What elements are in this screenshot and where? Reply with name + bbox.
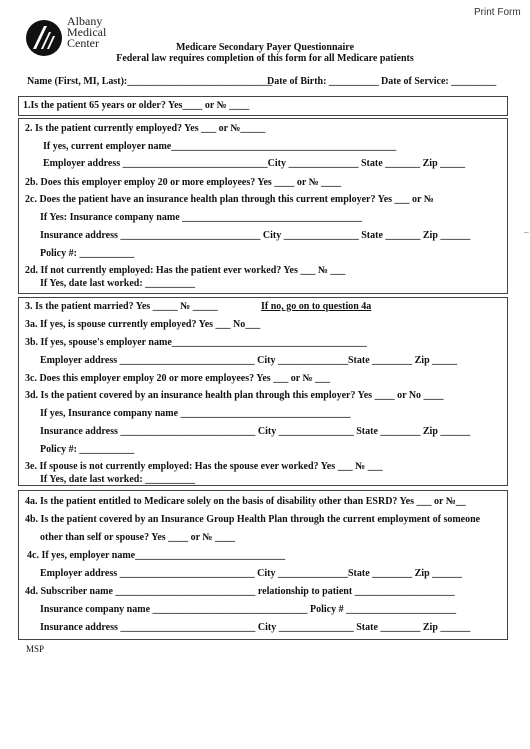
spouse-policy-number-field[interactable]: Policy #: ___________: [40, 444, 135, 455]
question-3a[interactable]: 3a. If yes, is spouse currently employed? Yes ___ No___: [25, 319, 261, 330]
spouse-date-last-worked-field[interactable]: If Yes, date last worked: __________: [40, 474, 196, 485]
other-employer-address-field[interactable]: Employer address ___________________________ City ______________State ________ Zip ______: [40, 568, 463, 579]
question-3-note: If no, go on to question 4a: [261, 301, 372, 312]
date-of-birth-field[interactable]: Date of Birth: __________: [267, 76, 379, 87]
print-form-button[interactable]: Print Form: [474, 7, 521, 18]
question-2b[interactable]: 2b. Does this employer employ 20 or more employees? Yes ____ or № ____: [25, 177, 342, 188]
spouse-employer-address-field[interactable]: Employer address ___________________________ City ______________State ________ Zip _____: [40, 355, 458, 366]
patient-name-field[interactable]: Name (First, MI, Last):_____________________________: [27, 76, 273, 87]
question-4b-line-1[interactable]: 4b. Is the patient covered by an Insurance Group Health Plan through the current employment of someone: [25, 514, 481, 525]
date-last-worked-field[interactable]: If Yes, date last worked: __________: [40, 278, 196, 289]
question-4a[interactable]: 4a. Is the patient entitled to Medicare solely on the basis of disability other than ESRD? Yes ___ or №__: [25, 496, 466, 507]
edge-mark: _: [524, 224, 529, 234]
insurance-company-name-field[interactable]: If Yes: Insurance company name ____________________________________: [40, 212, 363, 223]
question-3e[interactable]: 3e. If spouse is not currently employed: Has the spouse ever worked? Yes ___ № ___: [25, 461, 383, 472]
question-4c[interactable]: 4c. If yes, employer name______________________________: [27, 550, 286, 561]
question-4b-line-2[interactable]: other than self or spouse? Yes ____ or № ____: [40, 532, 235, 543]
other-insurance-address-field[interactable]: Insurance address ___________________________ City _______________ State ________ Zip ______: [40, 622, 471, 633]
logo-line-3: Center: [67, 36, 99, 50]
logo-line-1: Albany: [67, 14, 103, 28]
other-insurance-company-field[interactable]: Insurance company name _______________________________ Policy # ______________________: [40, 604, 457, 615]
date-of-service-field[interactable]: Date of Service: _________: [381, 76, 497, 87]
question-3b[interactable]: 3b. If yes, spouse's employer name_______________________________________: [25, 337, 367, 348]
question-4d[interactable]: 4d. Subscriber name ____________________________ relationship to patient ____________________: [25, 586, 455, 597]
question-3c[interactable]: 3c. Does this employer employ 20 or more employees? Yes ___ or № ___: [25, 373, 331, 384]
question-3d[interactable]: 3d. Is the patient covered by an insurance health plan through this employer? Yes ____ or No ____: [25, 390, 444, 401]
form-title: Medicare Secondary Payer Questionnaire: [175, 42, 355, 53]
form-subtitle: Federal law requires completion of this form for all Medicare patients: [116, 53, 414, 64]
question-3[interactable]: 3. Is the patient married? Yes _____ № _____: [25, 301, 218, 312]
current-employer-name-field[interactable]: If yes, current employer name_____________________________________________: [43, 141, 397, 152]
question-2d[interactable]: 2d. If not currently employed: Has the patient ever worked? Yes ___ № ___: [25, 265, 346, 276]
employer-address-field[interactable]: Employer address _____________________________City ______________ State _______ Zip _____: [43, 158, 466, 169]
insurance-address-field[interactable]: Insurance address ____________________________ City _______________ State _______ Zip ______: [40, 230, 471, 241]
section-4-box: [18, 490, 508, 640]
question-1[interactable]: 1.Is the patient 65 years or older? Yes____ or № ____: [23, 100, 250, 111]
spouse-insurance-address-field[interactable]: Insurance address ___________________________ City _______________ State ________ Zip ______: [40, 426, 471, 437]
form-code: MSP: [26, 644, 45, 654]
question-2c[interactable]: 2c. Does the patient have an insurance health plan through this current employer? Yes ___ or №: [25, 194, 434, 205]
logo-line-2: Medical: [67, 25, 107, 39]
question-2[interactable]: 2. Is the patient currently employed? Yes ___ or №_____: [25, 123, 266, 134]
spouse-insurance-name-field[interactable]: If yes, Insurance company name __________________________________: [40, 408, 351, 419]
policy-number-field[interactable]: Policy #: ___________: [40, 248, 135, 259]
